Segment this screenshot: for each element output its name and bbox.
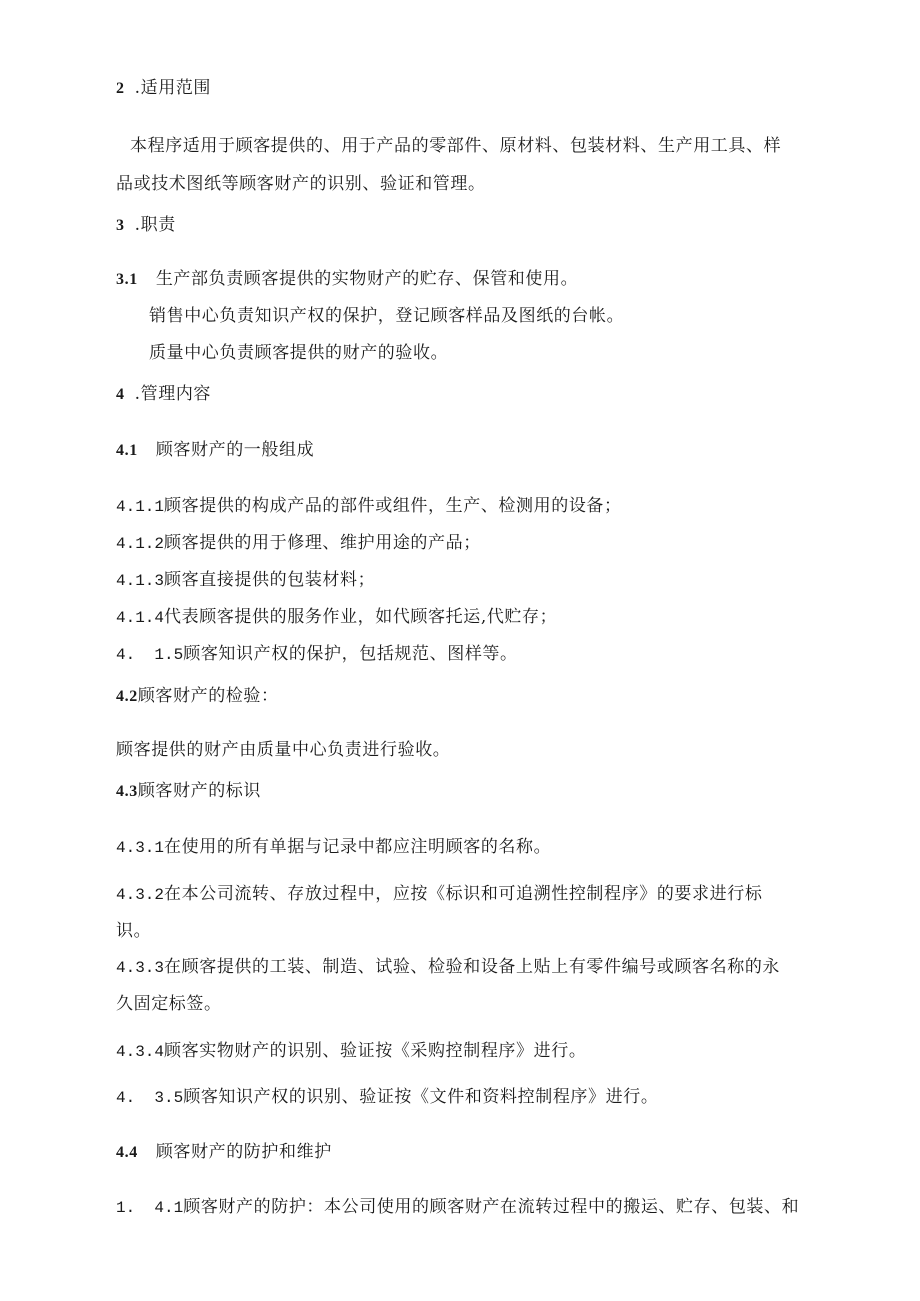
section-4-heading (116, 382, 211, 407)
section-number: 3 (116, 217, 125, 234)
list-item (116, 568, 375, 593)
item-number: 4.3.1 (116, 839, 165, 857)
item-number: 4.3.2 (116, 886, 165, 904)
section-title: 顾客财产的一般组成 (155, 440, 315, 460)
subsection-3-1 (116, 267, 578, 292)
list-item (116, 531, 481, 556)
section-title: .适用范围 (134, 78, 212, 98)
paragraph-line: 品或技术图纸等顾客财产的识别、验证和管理。 (116, 174, 486, 194)
section-number: 4.3 (116, 783, 138, 800)
section-title: 顾客财产的标识 (137, 781, 262, 801)
item-continuation: 识。 (116, 921, 152, 941)
list-item (116, 1195, 799, 1220)
list-item (116, 642, 518, 667)
item-text: 顾客直接提供的包装材料； (164, 570, 376, 590)
item-continuation: 久固定标签。 (116, 994, 222, 1014)
item-number: 1. 4.1 (116, 1199, 184, 1217)
paragraph-text: 生产部负责顾客提供的实物财产的贮存、保管和使用。 (155, 269, 579, 289)
section-title: .管理内容 (134, 384, 212, 404)
subsection-4-1-heading (116, 438, 314, 463)
list-item (116, 835, 551, 860)
list-item (116, 1085, 658, 1110)
item-text: 顾客知识产权的识别、验证按《文件和资料控制程序》进行。 (183, 1087, 659, 1107)
section-number: 4.2 (116, 688, 138, 705)
item-text: 在使用的所有单据与记录中都应注明顾客的名称。 (164, 837, 552, 857)
list-item (116, 605, 557, 630)
section-title: .职责 (134, 215, 176, 235)
subsection-4-2-heading (116, 684, 279, 709)
section-title: 顾客财产的防护和维护 (155, 1142, 332, 1162)
item-text: 顾客提供的用于修理、维护用途的产品； (164, 533, 481, 553)
item-text: 在本公司流转、存放过程中，应按《标识和可追溯性控制程序》的要求进行标 (164, 884, 763, 904)
item-number: 4.1.1 (116, 498, 165, 516)
paragraph-line: 质量中心负责顾客提供的财产的验收。 (149, 343, 449, 363)
section-number: 2 (116, 80, 125, 97)
item-text: 顾客知识产权的保护，包括规范、图样等。 (183, 644, 518, 664)
section-number: 4.1 (116, 442, 138, 459)
section-number: 4.4 (116, 1144, 138, 1161)
subsection-4-3-heading (116, 779, 261, 804)
section-title: 顾客财产的检验： (137, 686, 279, 706)
section-2-heading (116, 76, 211, 101)
paragraph-line: 销售中心负责知识产权的保护，登记顾客样品及图纸的台帐。 (149, 306, 625, 326)
list-item (116, 494, 622, 519)
item-text: 顾客财产的防护：本公司使用的顾客财产在流转过程中的搬运、贮存、包装、和 (183, 1197, 800, 1217)
item-number: 4. 1.5 (116, 646, 184, 664)
item-number: 4.1.4 (116, 609, 165, 627)
list-item (116, 1039, 586, 1064)
paragraph-line: 本程序适用于顾客提供的、用于产品的零部件、原材料、包装材料、生产用工具、样 (130, 136, 782, 156)
item-number: 4.1.3 (116, 572, 165, 590)
item-number: 4. 3.5 (116, 1089, 184, 1107)
paragraph-line: 顾客提供的财产由质量中心负责进行验收。 (116, 740, 451, 760)
list-item (116, 955, 780, 980)
item-text: 在顾客提供的工装、制造、试验、检验和设备上贴上有零件编号或顾客名称的永 (164, 957, 781, 977)
subsection-4-4-heading (116, 1140, 332, 1165)
item-number: 4.3.4 (116, 1043, 165, 1061)
item-text: 顾客实物财产的识别、验证按《采购控制程序》进行。 (164, 1041, 587, 1061)
item-text: 代表顾客提供的服务作业，如代顾客托运,代贮存； (164, 607, 558, 627)
item-number: 4.3.3 (116, 959, 165, 977)
list-item (116, 882, 762, 907)
item-number: 4.1.2 (116, 535, 165, 553)
section-number: 4 (116, 386, 125, 403)
section-3-heading (116, 213, 176, 238)
item-text: 顾客提供的构成产品的部件或组件，生产、检测用的设备； (164, 496, 622, 516)
section-number: 3.1 (116, 271, 138, 288)
